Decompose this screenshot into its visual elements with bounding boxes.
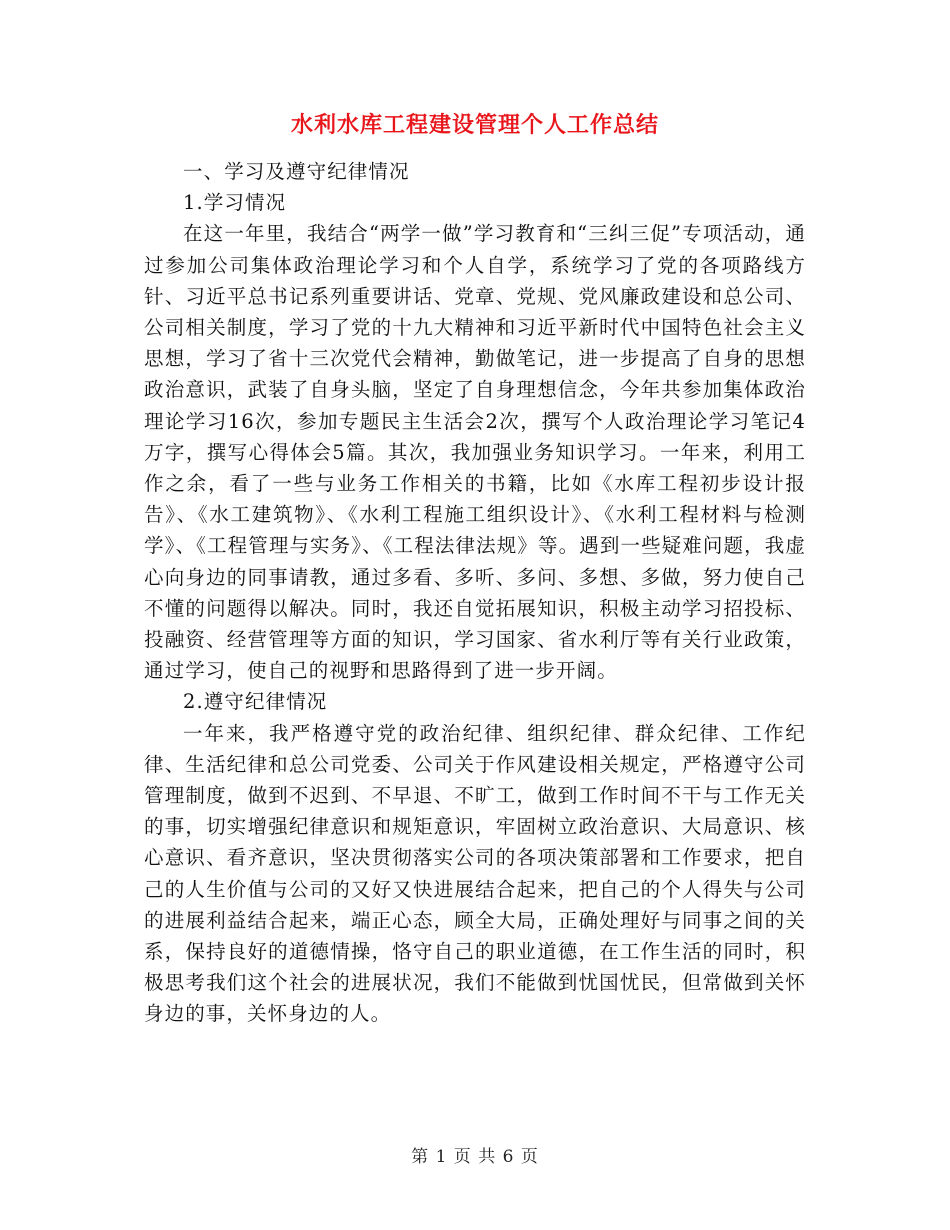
body-paragraph: 在这一年里，我结合“两学一做”学习教育和“三纠三促”专项活动，通过参加公司集体政治理论学习和个人自学，系统学习了党的各项路线方针、习近平总书记系列重要讲话、党章、党规、党风廉政建设和总公司、公司相关制度，学习了党的十九大精神和习近平新时代中国特色社会主义思想，学习了省十三次党代会精神，勤做笔记，进一步提高了自身的思想政治意识，武装了自身头脑，坚定了自身理想信念，今年共参加集体政治理论学习16次，参加专题民主生活会2次，撰写个人政治理论学习笔记4万字，撰写心得体会5篇。其次，我加强业务知识学习。一年来，利用工作之余，看了一些与业务工作相关的书籍，比如《水库工程初步设计报告》、《水工建筑物》、《水利工程施工组织设计》、《水利工程材料与检测学》、《工程管理与实务》、《工程法律法规》等。遇到一些疑难问题，我虚心向身边的同事请教，通过多看、多听、多问、多想、多做，努力使自己不懂的问题得以解决。同时，我还自觉拓展知识，积极主动学习招投标、投融资、经营管理等方面的知识，学习国家、省水利厅等有关行业政策，通过学习，使自己的视野和思路得到了进一步开阔。 [144,222,806,683]
section-heading: 一、学习及遵守纪律情况 [183,160,410,183]
document-body [144,156,806,1030]
subsection-heading: 2.遵守纪律情况 [183,690,328,714]
page-footer: 第 1 页 共 6 页 [411,1147,539,1167]
subsection-heading: 1.学习情况 [183,191,287,215]
body-paragraph: 一年来，我严格遵守党的政治纪律、组织纪律、群众纪律、工作纪律、生活纪律和总公司党委、公司关于作风建设相关规定，严格遵守公司管理制度，做到不迟到、不早退、不旷工，做到工作时间不干与工作无关的事，切实增强纪律意识和规矩意识，牢固树立政治意识、大局意识、核心意识、看齐意识，坚决贯彻落实公司的各项决策部署和工作要求，把自己的人生价值与公司的又好又快进展结合起来，把自己的个人得失与公司的进展利益结合起来，端正心态，顾全大局，正确处理好与同事之间的关系，保持良好的道德情操，恪守自己的职业道德，在工作生活的同时，积极思考我们这个社会的进展状况，我们不能做到忧国忧民，但常做到关怀身边的事，关怀身边的人。 [144,721,806,1026]
document-title: 水利水库工程建设管理个人工作总结 [290,113,659,138]
